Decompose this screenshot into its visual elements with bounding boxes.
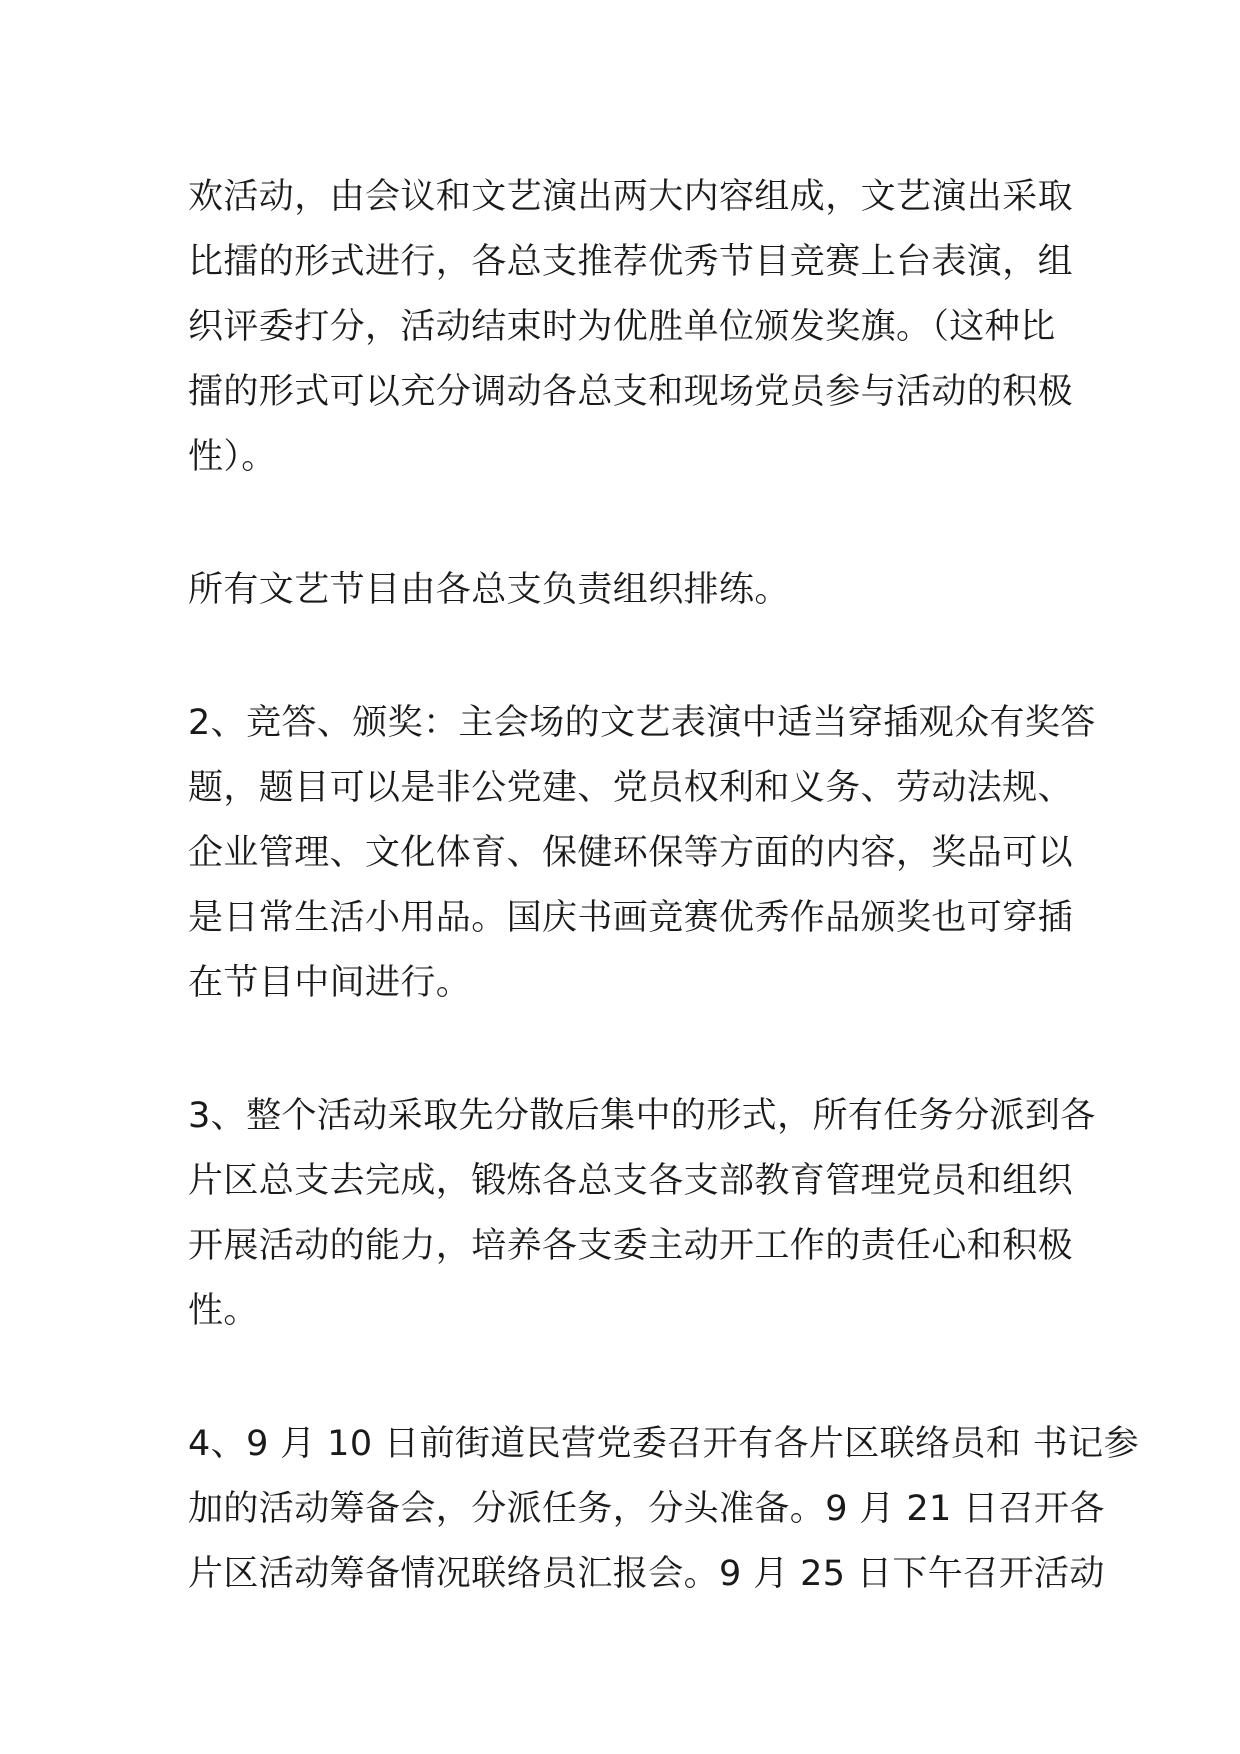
text-line: 片区总支去完成，锻炼各总支各支部教育管理党员和组织 — [188, 1161, 1074, 1201]
text-line: 片区活动筹备情况联络员汇报会。9 月 25 日下午召开活动 — [188, 1554, 1105, 1594]
text-line: 性）。 — [188, 437, 277, 477]
text-line: 企业管理、文化体育、保健环保等方面的内容，奖品可以 — [188, 833, 1074, 873]
paragraph-rehearsal — [188, 558, 1068, 623]
text-line: 是日常生活小用品。国庆书画竞赛优秀作品颁奖也可穿插 — [188, 898, 1074, 938]
document-body — [188, 165, 1139, 1607]
text-line: 欢活动，由会议和文艺演出两大内容组成，文艺演出采取 — [188, 177, 1074, 217]
paragraph-item-3-organization — [188, 1084, 1096, 1344]
text-line: 比擂的形式进行，各总支推荐优秀节目竞赛上台表演，组 — [188, 242, 1074, 282]
text-line: 2、竞答、颁奖：主会场的文艺表演中适当穿插观众有奖答 — [188, 703, 1096, 743]
paragraph-activity-format — [188, 165, 1074, 490]
text-line: 在节目中间进行。 — [188, 963, 472, 1003]
text-line: 开展活动的能力，培养各支委主动开工作的责任心和积极 — [188, 1226, 1074, 1266]
text-line: 性。 — [188, 1291, 259, 1331]
text-line: 织评委打分，活动结束时为优胜单位颁发奖旗。（这种比 — [188, 307, 1056, 347]
text-line: 擂的形式可以充分调动各总支和现场党员参与活动的积极 — [188, 372, 1074, 412]
text-line: 加的活动筹备会，分派任务，分头准备。9 月 21 日召开各 — [188, 1489, 1105, 1529]
paragraph-item-4-schedule — [188, 1412, 1139, 1607]
text-line: 题，题目可以是非公党建、党员权利和义务、劳动法规、 — [188, 768, 1074, 808]
text-line: 3、整个活动采取先分散后集中的形式，所有任务分派到各 — [188, 1096, 1096, 1136]
text-line: 4、9 月 10 日前街道民营党委召开有各片区联络员和 书记参 — [188, 1424, 1139, 1464]
paragraph-item-2-quiz-awards — [188, 691, 1096, 1016]
text-line: 所有文艺节目由各总支负责组织排练。 — [188, 570, 790, 610]
